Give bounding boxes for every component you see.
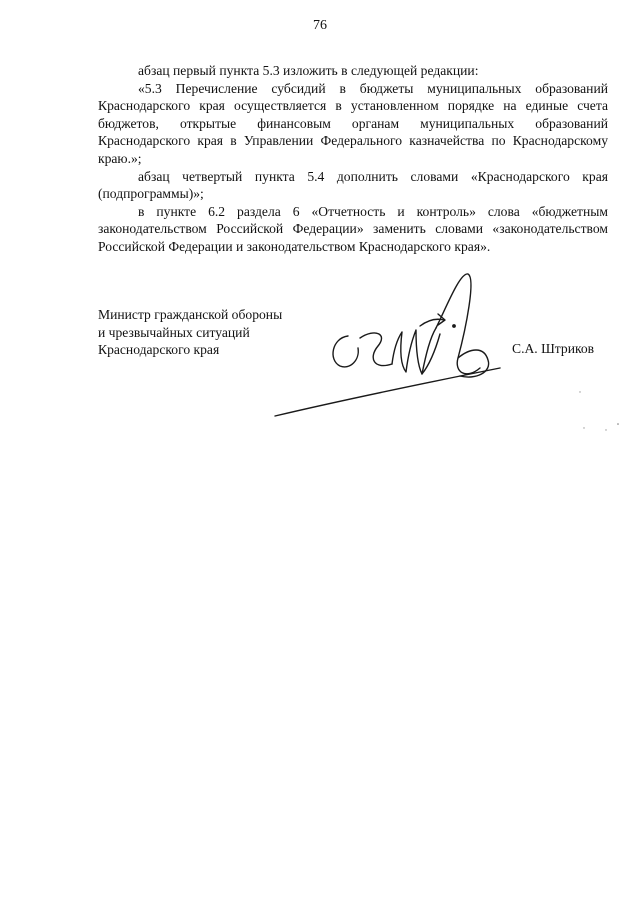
paragraph-1: абзац первый пункта 5.3 изложить в следующей редакции:: [138, 63, 479, 78]
signatory-title: [98, 306, 282, 359]
handwritten-signature: [270, 268, 520, 428]
signatory-title-line-1: Министр гражданской обороны: [98, 307, 283, 322]
page-number: 76: [313, 18, 327, 33]
signatory-title-line-3: Краснодарского края: [98, 342, 220, 358]
document-body: [98, 62, 608, 256]
signatory-name: С.А. Штриков: [512, 341, 595, 356]
paragraph-2: «5.3 Перечисление субсидий в бюджеты муниципальных образований Краснодарского края осуществляется в установленном порядке на единые счета бюджетов, открытые финансовым органам муниципальных образований Краснодарского края в Управлении Федерального казначейства по Краснодарскому краю.»;: [98, 80, 608, 166]
signatory-title-line-2: и чрезвычайных ситуаций: [98, 324, 250, 340]
scan-specks: [560, 380, 630, 440]
paragraph-3: абзац четвертый пункта 5.4 дополнить словами «Краснодарского края (подпрограммы)»;: [98, 168, 608, 202]
paragraph-4: в пункте 6.2 раздела 6 «Отчетность и контроль» слова «бюджетным законодательством Российской Федерации» заменить словами «законодательством Российской Федерации и законодательством Краснодарского края».: [98, 203, 608, 254]
